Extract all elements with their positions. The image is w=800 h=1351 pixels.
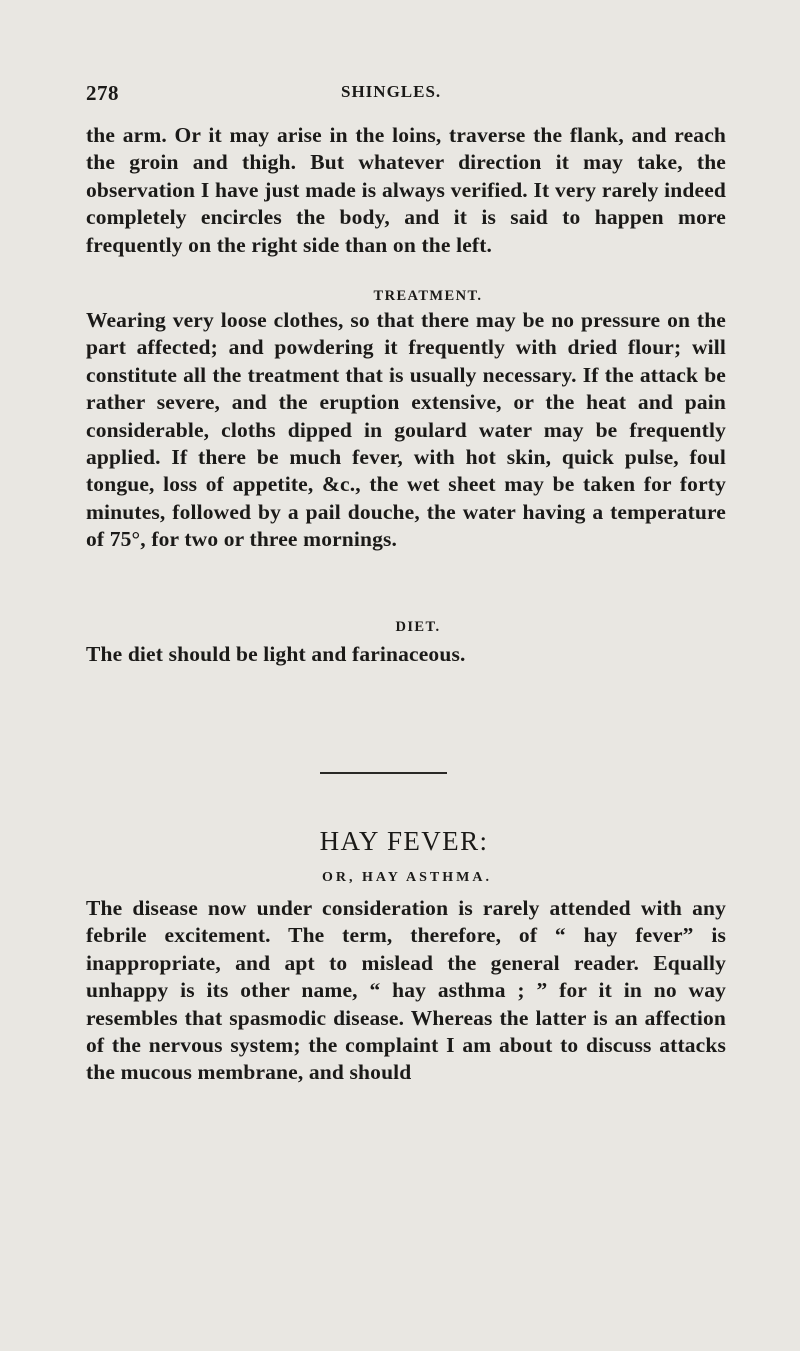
treatment-heading: TREATMENT. xyxy=(373,288,483,304)
diet-heading: DIET. xyxy=(395,619,441,635)
page-header xyxy=(86,81,724,111)
page-number: 278 xyxy=(86,81,119,105)
chapter-paragraph: The disease now under consideration is rarely attended with any febrile excitement. The term, therefore, of “ hay fever” is inappropriate, and apt to mislead the general reader. Equally unhappy is its other name, “ hay asthma ; ” for it in no way resembles that spasmodic disease. Whereas the latter is an affection of the nervous system; the complaint I am about to discuss attacks the mucous membrane, and should xyxy=(86,896,726,1085)
intro-paragraph: the arm. Or it may arise in the loins, traverse the flank, and reach the groin and thigh. But whatever direction it may take, the observation I have just made is always verified. It very rarely indeed completely encircles the body, and it is said to happen more frequently on the right side than on the left. xyxy=(86,123,726,257)
chapter-subtitle: OR, HAY ASTHMA. xyxy=(322,870,492,885)
diet-paragraph: The diet should be light and farinaceous. xyxy=(86,642,466,666)
section-divider xyxy=(320,772,447,774)
treatment-paragraph: Wearing very loose clothes, so that there may be no pressure on the part affected; and powdering it frequently with dried flour; will constitute all the treatment that is usually necessary. If the attack be rather severe, and the eruption extensive, or the heat and pain considerable, cloths dipped in goulard water may be frequently applied. If there be much fever, with hot skin, quick pulse, foul tongue, loss of appetite, &c., the wet sheet may be taken for forty minutes, followed by a pail douche, the water having a temperature of 75°, for two or three mornings. xyxy=(86,308,726,552)
running-title: SHINGLES. xyxy=(341,82,442,101)
chapter-title: HAY FEVER: xyxy=(319,826,489,856)
